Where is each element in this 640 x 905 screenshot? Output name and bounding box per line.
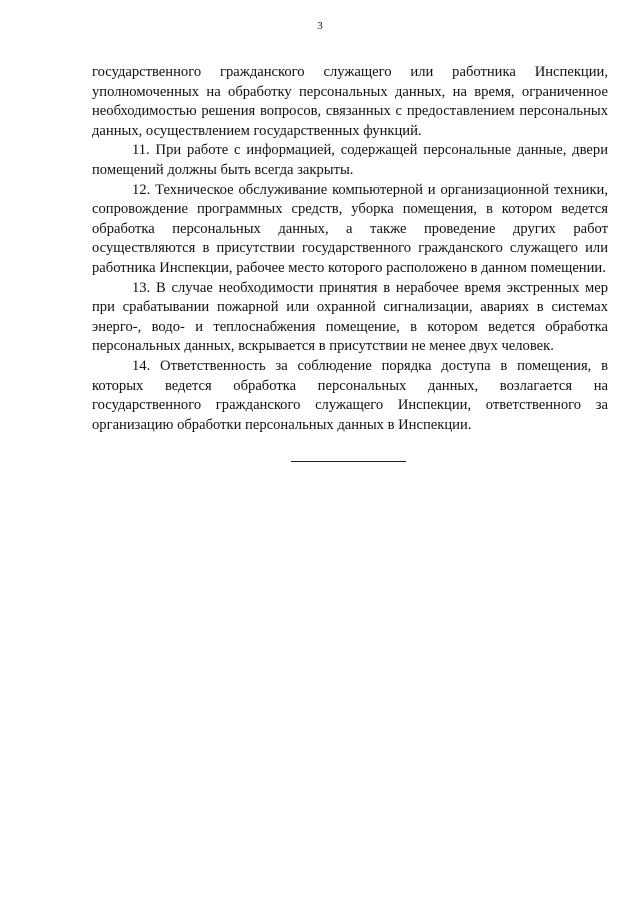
end-separator-line (291, 461, 406, 462)
page-number: 3 (317, 20, 323, 32)
paragraph-14: 14. Ответственность за соблюдение порядка доступа в помещения, в которых ведется обработка персональных данных, возлагается на государственного гражданского служащего Инспекции, ответственного за организацию обработки персональных данных в Инспекции. (92, 357, 608, 433)
paragraph-12: 12. Техническое обслуживание компьютерной и организационной техники, сопровождение программных средств, уборка помещения, в котором ведется обработка персональных данных, а также проведение других работ осуществляются в присутствии государственного гражданского служащего или работника Инспекции, рабочее место которого расположено в данном помещении. (92, 181, 608, 276)
document-body (92, 63, 608, 435)
paragraph-13: 13. В случае необходимости принятия в нерабочее время экстренных мер при срабатывании пожарной или охранной сигнализации, авариях в системах энерго-, водо- и теплоснабжения помещение, в котором ведется обработка персональных данных, вскрывается в присутствии не менее двух человек. (92, 279, 608, 355)
paragraph-11: 11. При работе с информацией, содержащей персональные данные, двери помещений должны быть всегда закрыты. (92, 142, 608, 178)
paragraph-continuation: государственного гражданского служащего или работника Инспекции, уполномоченных на обработку персональных данных, на время, ограниченное необходимостью решения вопросов, связанных с предоставлением персональных данных, осуществлением государственных функций. (92, 64, 608, 139)
